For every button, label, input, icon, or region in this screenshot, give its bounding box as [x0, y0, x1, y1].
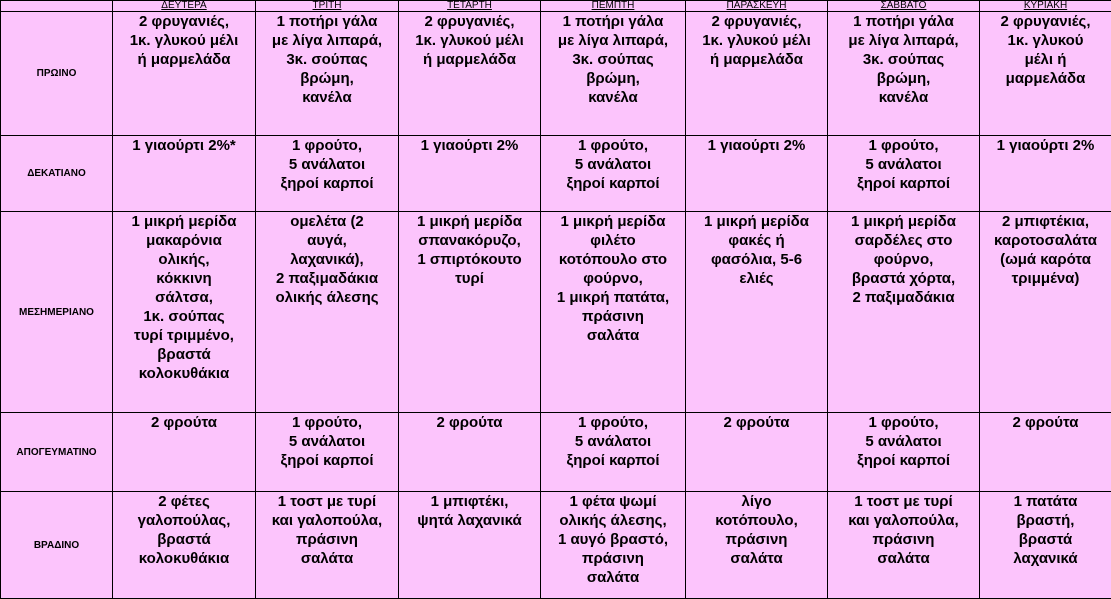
meal-label: ΒΡΑΔΙΝΟ	[1, 492, 113, 599]
day-header-friday: ΠΑΡΑΣΚΕΥΗ	[686, 1, 828, 12]
meal-cell: 2 φρούτα	[113, 413, 256, 492]
meal-cell: 1 μικρή μερίδα σπανακόρυζο, 1 σπιρτόκουτο τυρί	[399, 212, 541, 413]
meal-cell: 1 μικρή μερίδα φιλέτο κοτόπουλο στο φούρνο, 1 μικρή πατάτα, πράσινη σαλάτα	[541, 212, 686, 413]
meal-cell: 1 γιαούρτι 2%*	[113, 136, 256, 212]
meal-cell: 1 φρούτο, 5 ανάλατοι ξηροί καρποί	[828, 413, 980, 492]
meal-cell: 1 φέτα ψωμί ολικής άλεσης, 1 αυγό βραστό, πράσινη σαλάτα	[541, 492, 686, 599]
day-header-thursday: ΠΕΜΠΤΗ	[541, 1, 686, 12]
meal-cell: 2 μπιφτέκια, καροτοσαλάτα (ωμά καρότα τριμμένα)	[980, 212, 1111, 413]
meal-row-breakfast	[1, 12, 1111, 136]
meal-cell: 2 φρυγανιές, 1κ. γλυκού μέλι ή μαρμελάδα	[980, 12, 1111, 136]
meal-row-lunch	[1, 212, 1111, 413]
meal-label: ΔΕΚΑΤΙΑΝΟ	[1, 136, 113, 212]
meal-row-dinner	[1, 492, 1111, 599]
meal-cell: 1 μπιφτέκι, ψητά λαχανικά	[399, 492, 541, 599]
day-header-sunday: ΚΥΡΙΑΚΗ	[980, 1, 1111, 12]
meal-label: ΠΡΩΙΝΟ	[1, 12, 113, 136]
meal-cell: 2 φρυγανιές, 1κ. γλυκού μέλι ή μαρμελάδα	[113, 12, 256, 136]
meal-label: ΜΕΣΗΜΕΡΙΑΝΟ	[1, 212, 113, 413]
meal-cell: 1 γιαούρτι 2%	[399, 136, 541, 212]
day-header-monday: ΔΕΥΤΕΡΑ	[113, 1, 256, 12]
meal-cell: 1 πατάτα βραστή, βραστά λαχανικά	[980, 492, 1111, 599]
meal-cell: 1 γιαούρτι 2%	[686, 136, 828, 212]
corner-cell	[1, 1, 113, 12]
meal-cell: 1 φρούτο, 5 ανάλατοι ξηροί καρποί	[541, 413, 686, 492]
day-header-saturday: ΣΑΒΒΑΤΟ	[828, 1, 980, 12]
meal-cell: 1 μικρή μερίδα σαρδέλες στο φούρνο, βραστά χόρτα, 2 παξιμαδάκια	[828, 212, 980, 413]
meal-label: ΑΠΟΓΕΥΜΑΤΙΝΟ	[1, 413, 113, 492]
header-row	[1, 1, 1111, 12]
meal-cell: 1 μικρή μερίδα μακαρόνια ολικής, κόκκινη σάλτσα, 1κ. σούπας τυρί τριμμένο, βραστά κολοκυθάκια	[113, 212, 256, 413]
meal-row-mid-morning	[1, 136, 1111, 212]
day-header-tuesday: ΤΡΙΤΗ	[256, 1, 399, 12]
meal-cell: λίγο κοτόπουλο, πράσινη σαλάτα	[686, 492, 828, 599]
meal-cell: 1 τοστ με τυρί και γαλοπούλα, πράσινη σαλάτα	[828, 492, 980, 599]
meal-cell: 2 φέτες γαλοπούλας, βραστά κολοκυθάκια	[113, 492, 256, 599]
meal-cell: 1 ποτήρι γάλα με λίγα λιπαρά, 3κ. σούπας βρώμη, κανέλα	[256, 12, 399, 136]
meal-cell: 2 φρούτα	[686, 413, 828, 492]
meal-cell: 1 γιαούρτι 2%	[980, 136, 1111, 212]
meal-cell: ομελέτα (2 αυγά, λαχανικά), 2 παξιμαδάκια ολικής άλεσης	[256, 212, 399, 413]
meal-cell: 1 τοστ με τυρί και γαλοπούλα, πράσινη σαλάτα	[256, 492, 399, 599]
meal-cell: 2 φρυγανιές, 1κ. γλυκού μέλι ή μαρμελάδα	[399, 12, 541, 136]
meal-cell: 1 φρούτο, 5 ανάλατοι ξηροί καρποί	[541, 136, 686, 212]
meal-cell: 2 φρούτα	[399, 413, 541, 492]
meal-cell: 2 φρούτα	[980, 413, 1111, 492]
day-header-wednesday: ΤΕΤΑΡΤΗ	[399, 1, 541, 12]
meal-cell: 2 φρυγανιές, 1κ. γλυκού μέλι ή μαρμελάδα	[686, 12, 828, 136]
meal-cell: 1 μικρή μερίδα φακές ή φασόλια, 5-6 ελιές	[686, 212, 828, 413]
meal-cell: 1 φρούτο, 5 ανάλατοι ξηροί καρποί	[256, 136, 399, 212]
meal-cell: 1 ποτήρι γάλα με λίγα λιπαρά, 3κ. σούπας βρώμη, κανέλα	[541, 12, 686, 136]
meal-row-afternoon	[1, 413, 1111, 492]
meal-cell: 1 φρούτο, 5 ανάλατοι ξηροί καρποί	[256, 413, 399, 492]
meal-cell: 1 ποτήρι γάλα με λίγα λιπαρά, 3κ. σούπας βρώμη, κανέλα	[828, 12, 980, 136]
meal-cell: 1 φρούτο, 5 ανάλατοι ξηροί καρποί	[828, 136, 980, 212]
